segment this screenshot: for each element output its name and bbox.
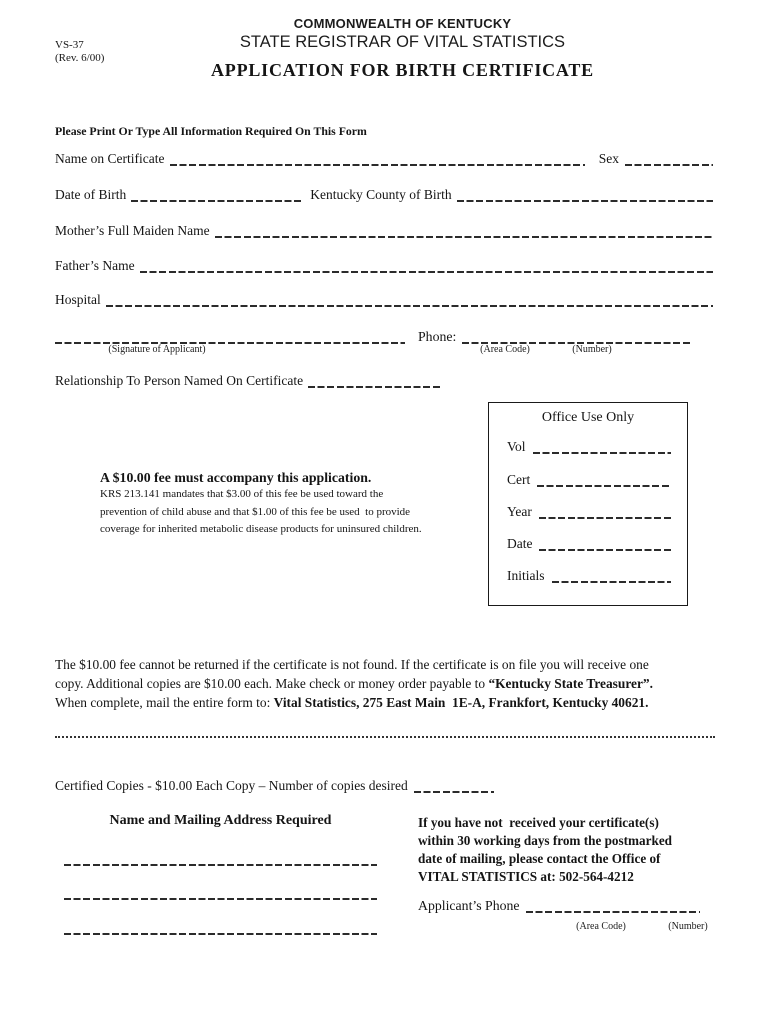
row-hospital [55, 292, 713, 308]
office-row-initials [507, 568, 671, 584]
header-registrar: STATE REGISTRAR OF VITAL STATISTICS [239, 33, 566, 51]
certified-copies-label: Certified Copies - $10.00 Each Copy – Number of copies desired [55, 778, 408, 793]
cert-blank [537, 473, 671, 484]
date-of-birth-label: Date of Birth [55, 187, 127, 202]
fee-notice-line3: coverage for inherited metabolic disease products for uninsured children. [100, 523, 422, 536]
sex-label: Sex [598, 151, 619, 166]
signature-caption: (Signature of Applicant) [108, 344, 206, 355]
row-signature-phone [55, 329, 690, 345]
name-on-certificate-label: Name on Certificate [55, 151, 165, 166]
mother-maiden-name-blank [215, 224, 713, 235]
date-of-birth-blank [131, 188, 301, 199]
row-applicant-phone [418, 898, 700, 914]
row-certified-copies [55, 778, 494, 794]
mailing-line2-text: copy. Additional copies are $10.00 each. Make check or money order payable to [55, 676, 489, 691]
applicant-phone-blank [526, 899, 700, 910]
father-name-blank [140, 259, 713, 270]
mailing-address: Vital Statistics, 275 East Main 1E-A, Frankfort, Kentucky 40621. [273, 695, 649, 710]
office-use-title: Office Use Only [541, 410, 635, 425]
phone-number-caption: (Number) [572, 344, 612, 355]
relationship-blank [308, 374, 441, 385]
fee-notice-line1: KRS 213.141 mandates that $3.00 of this fee be used toward the [100, 488, 384, 500]
relationship-label: Relationship To Person Named On Certificate [55, 373, 304, 388]
mailing-instructions-paragraph [55, 655, 723, 712]
not-received-notice [418, 814, 718, 886]
form-number: VS-37 [55, 39, 84, 51]
copies-desired-blank [414, 779, 494, 790]
name-on-certificate-blank [170, 152, 584, 163]
payee-name: “Kentucky State Treasurer”. [488, 676, 653, 691]
mailing-paragraph-line3 [55, 693, 723, 712]
form-revision: (Rev. 6/00) [55, 51, 105, 64]
address-blank-2 [64, 898, 377, 900]
county-of-birth-label: Kentucky County of Birth [310, 187, 452, 202]
father-name-label: Father’s Name [55, 258, 135, 273]
fee-notice-heading: A $10.00 fee must accompany this application. [100, 470, 372, 485]
header-commonwealth: COMMONWEALTH OF KENTUCKY [293, 16, 512, 31]
date-label: Date [507, 536, 533, 551]
dotted-divider [55, 730, 715, 738]
initials-label: Initials [507, 568, 545, 583]
fee-notice-line2: prevention of child abuse and that $1.00 of this fee be used to provide [100, 505, 411, 518]
date-blank [539, 537, 671, 548]
notice-line1: If you have not received your certificate(s) [418, 815, 659, 830]
hospital-label: Hospital [55, 292, 101, 307]
row-mother [55, 223, 713, 239]
office-row-date [507, 536, 671, 552]
mailing-address-heading: Name and Mailing Address Required [109, 813, 332, 828]
applicant-area-code-caption: (Area Code) [576, 921, 626, 932]
county-of-birth-blank [457, 188, 713, 199]
notice-line2: within 30 working days from the postmarked [418, 833, 673, 848]
office-use-only-box [488, 402, 688, 606]
office-row-vol [507, 439, 671, 455]
sex-blank [625, 152, 713, 163]
address-blank-3 [64, 933, 377, 935]
cert-label: Cert [507, 472, 531, 487]
mother-maiden-name-label: Mother’s Full Maiden Name [55, 223, 210, 238]
applicant-phone-label: Applicant’s Phone [418, 898, 520, 913]
phone-label: Phone: [418, 329, 457, 344]
signature-blank [55, 330, 405, 341]
page-title: APPLICATION FOR BIRTH CERTIFICATE [210, 60, 594, 80]
office-row-cert [507, 472, 671, 488]
row-name-sex [55, 151, 713, 167]
notice-line3: date of mailing, please contact the Office of [418, 851, 661, 866]
fee-notice [100, 470, 495, 539]
hospital-blank [106, 293, 713, 304]
row-relationship [55, 373, 441, 389]
row-dob-county [55, 187, 713, 203]
row-father [55, 258, 713, 274]
vol-blank [533, 440, 671, 451]
initials-blank [552, 569, 672, 580]
year-label: Year [507, 504, 532, 519]
print-or-type-instruction: Please Print Or Type All Information Required On This Form [55, 124, 367, 138]
mailing-line3-text: When complete, mail the entire form to: [55, 695, 274, 710]
notice-line4: VITAL STATISTICS at: 502-564-4212 [418, 869, 634, 884]
year-blank [539, 505, 671, 516]
phone-blank [462, 330, 690, 341]
vol-label: Vol [507, 439, 526, 454]
office-row-year [507, 504, 671, 520]
mailing-paragraph-line2 [55, 674, 723, 693]
address-blank-1 [64, 864, 377, 866]
phone-area-code-caption: (Area Code) [480, 344, 530, 355]
mailing-paragraph-line1: The $10.00 fee cannot be returned if the certificate is not found. If the certificate is on file you will receive one [55, 657, 649, 672]
applicant-number-caption: (Number) [668, 921, 708, 932]
